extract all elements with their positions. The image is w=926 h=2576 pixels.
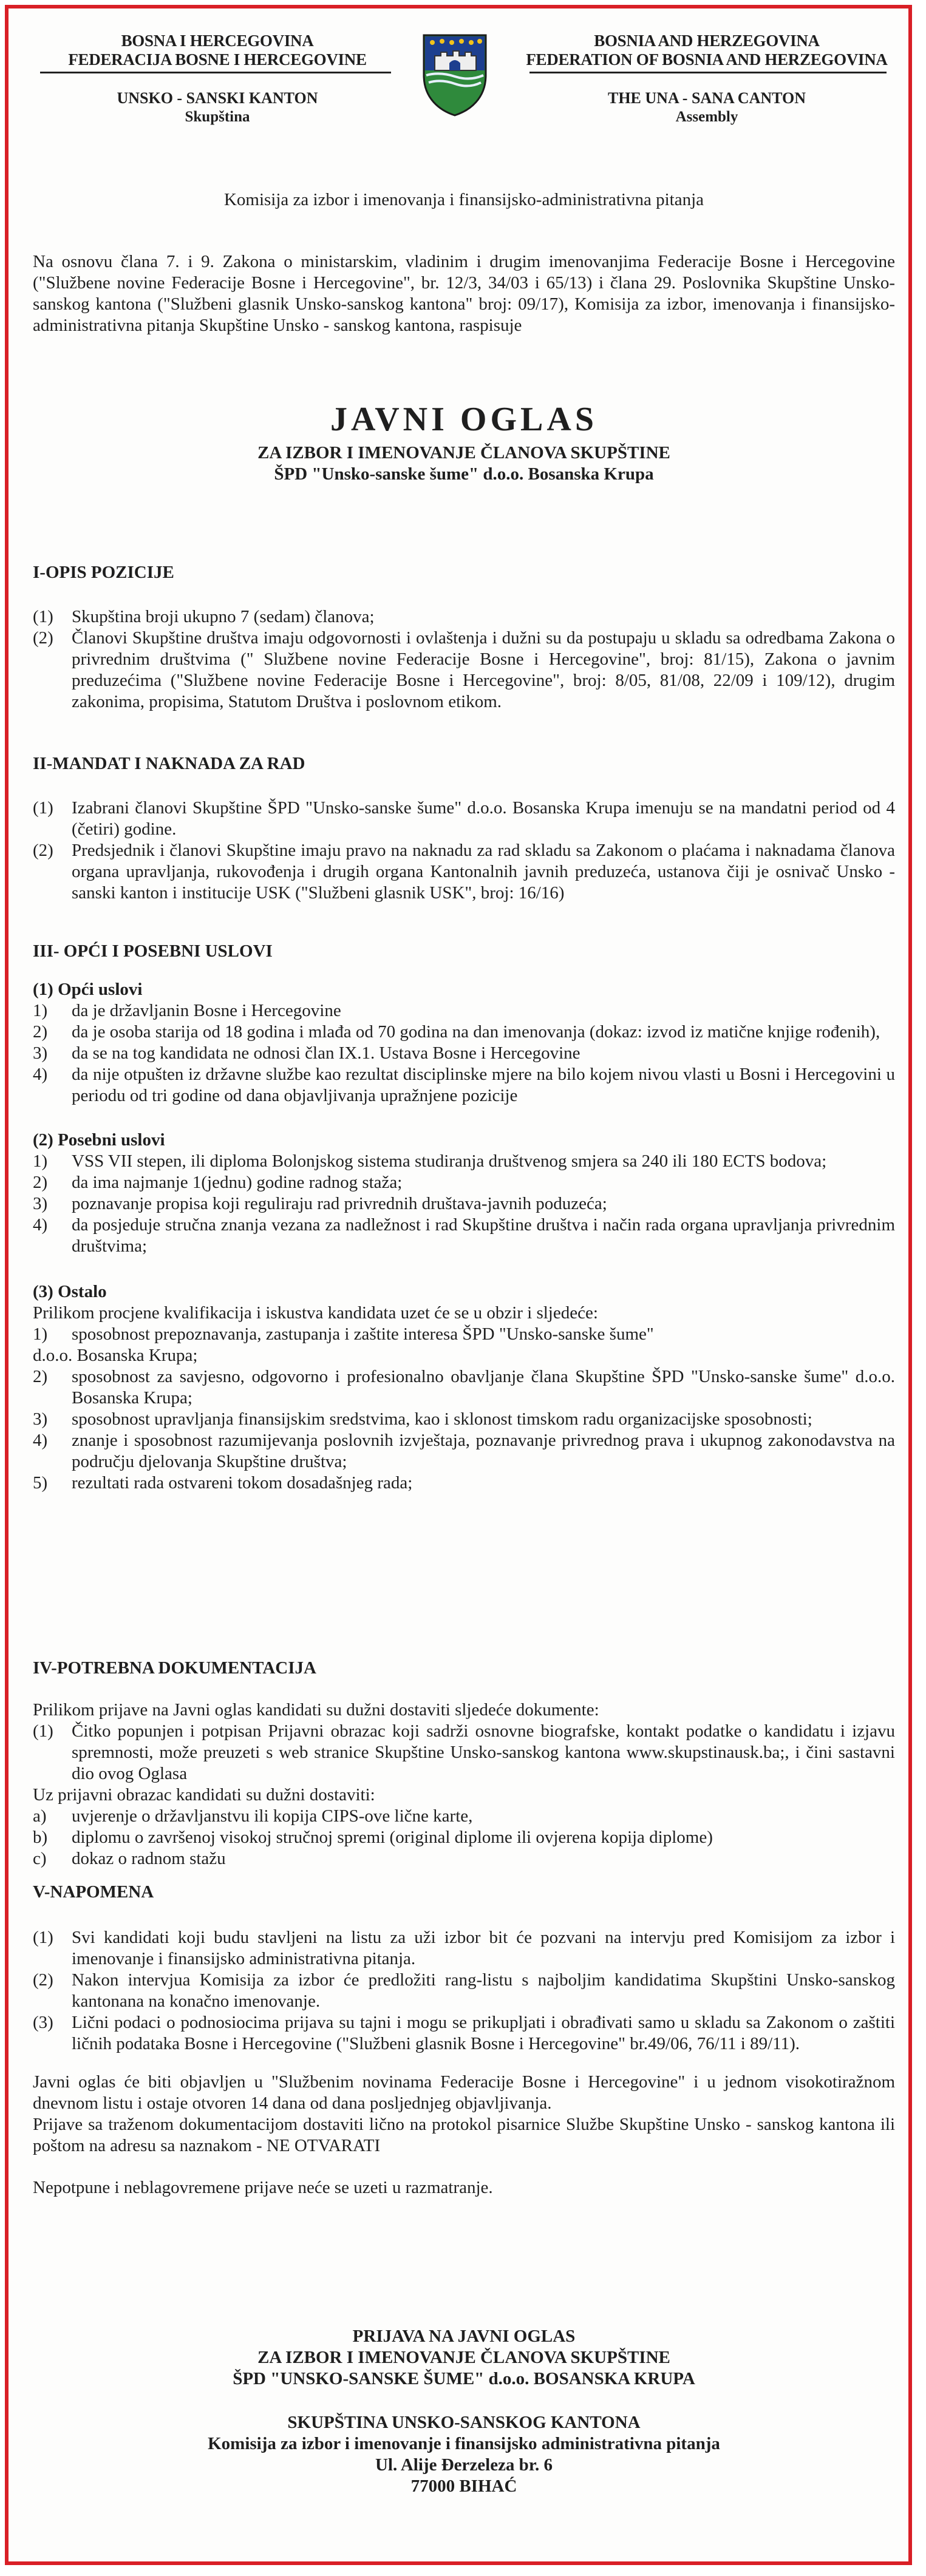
list-item: 1) da je državljanin Bosne i Hercegovine bbox=[33, 1001, 341, 1020]
list-item: 4) znanje i sposobnost razumijevanja poslovnih izvještaja, poznavanje privrednog prava i ukupnog zakonodavstva na području djelovanja Skupštine društva; bbox=[33, 1431, 895, 1471]
section-heading: II-MANDAT I NAKNADA ZA RAD bbox=[33, 754, 305, 773]
header-left-assembly: Skupština bbox=[185, 109, 250, 125]
list-item: 2) sposobnost za savjesno, odgovorno i profesionalno obavljanje člana Skupštine ŠPD "Unsko-sanske šume" d.o.o. Bosanska Krupa; bbox=[33, 1367, 895, 1408]
list-item: 2) da ima najmanje 1(jednu) godine radnog staža; bbox=[33, 1173, 403, 1192]
list-item: 1) sposobnost prepoznavanja, zastupanja i zaštite interesa ŠPD "Unsko-sanske šume" bbox=[33, 1324, 654, 1344]
documents-intro: Prilikom prijave na Javni oglas kandidati su dužni dostaviti sljedeće dokumente: bbox=[33, 1700, 599, 1720]
list-item: (2) Predsjednik i članovi Skupštine imaju pravo na naknadu za rad skladu sa Zakonom o plaćama i naknadama članova organa upravljanja, rukovođenja i drugih organa Kantonalnih javnih preduzeća, ustanova čiji je osnivač Unsko - sanski kanton i institucije USK ("Službeni glasnik USK", broj: 16/16) bbox=[33, 841, 895, 903]
footer-line: PRIJAVA NA JAVNI OGLAS bbox=[352, 2327, 576, 2346]
section-heading: III- OPĆI I POSEBNI USLOVI bbox=[33, 941, 273, 961]
section-heading: IV-POTREBNA DOKUMENTACIJA bbox=[33, 1658, 316, 1678]
header-right-federation: FEDERATION OF BOSNIA AND HERZEGOVINA bbox=[526, 50, 888, 69]
application-envelope-title bbox=[33, 2326, 895, 2390]
list-item: a) uvjerenje o državljanstvu ili kopija CIPS-ove lične karte, bbox=[33, 1806, 473, 1826]
public-notice-page bbox=[5, 5, 912, 2565]
footer-line: ŠPD "UNSKO-SANSKE ŠUME" d.o.o. BOSANSKA KRUPA bbox=[233, 2369, 695, 2388]
notice-title: JAVNI OGLAS bbox=[330, 401, 597, 438]
list-item: 1) VSS VII stepen, ili diploma Bolonjskog sistema studiranja društvenog smjera sa 240 ili 180 ECTS bodova; bbox=[33, 1151, 827, 1171]
coat-of-arms-icon bbox=[421, 33, 488, 117]
header-left-federation: FEDERACIJA BOSNE I HERCEGOVINE bbox=[68, 50, 367, 69]
list-item: 5) rezultati rada ostvareni tokom dosadašnjeg rada; bbox=[33, 1473, 413, 1493]
section-position bbox=[33, 562, 895, 713]
section-conditions bbox=[33, 941, 895, 1494]
list-item: (1) Čitko popunjen i potpisan Prijavni obrazac koji sadrži osnovne biografske, kontakt podatke o kandidatu i izjavu spremnosti, može preuzeti s web stranice Skupštine Unsko-sanskog kantona www.skupstinausk.ba;, i čini sastavni dio ovog Oglasa bbox=[33, 1721, 895, 1783]
list-item: 3) sposobnost upravljanja finansijskim sredstvima, kao i sklonost timskom radu organizacijske sposobnosti; bbox=[33, 1409, 812, 1429]
publication-paragraph: Javni oglas će biti objavljen u "Službenim novinama Federacije Bosne i Hercegovine" i u jednom visokotiražnom dnevnom listu i ostaje otvoren 14 dana od dana posljednjeg objavljivanja. bbox=[33, 2072, 895, 2113]
header-left-canton: UNSKO - SANSKI KANTON bbox=[117, 89, 318, 107]
subsection-specific: (2) Posebni uslovi bbox=[33, 1130, 165, 1150]
section-heading: V-NAPOMENA bbox=[33, 1882, 154, 1902]
list-item: 3) da se na tog kandidata ne odnosi član IX.1. Ustava Bosne i Hercegovine bbox=[33, 1043, 580, 1063]
documents-intro-2: Uz prijavni obrazac kandidati su dužni dostaviti: bbox=[33, 1785, 375, 1805]
footer-line: 77000 BIHAĆ bbox=[410, 2476, 517, 2496]
list-item: b) diplomu o završenoj visokoj stručnoj spremi (original diplome ili ovjerena kopija diplome) bbox=[33, 1828, 713, 1847]
list-item: 4) da nije otpušten iz državne službe kao rezultat disciplinske mjere na bilo kojem nivou vlasti u Bosni i Hercegovini u periodu od tri godine od dana objavljivanja upražnjene pozicije bbox=[33, 1065, 895, 1105]
intro-paragraph: Na osnovu člana 7. i 9. Zakona o ministarskim, vladinim i drugim imenovanjima Federacije Bosne i Hercegovine ("Službene novine Federacije Bosne i Hercegovine", br. 12/3, 34/03 i 65/13) i člana 29. Poslovnika Skupštine Unsko-sanskog kantona ("Službeni glasnik Unsko-sanskog kantona" broj: 09/17), Komisija za izbor, imenovanja i finansijsko-administrativna pitanja Skupštine Unsko - sanskog kantona, raspisuje bbox=[33, 252, 895, 335]
list-item: (2) Nakon intervjua Komisija za izbor će predložiti rang-listu s najboljim kandidatima Skupštini Unsko-sanskog kantonana na konačno imenovanje. bbox=[33, 1970, 895, 2011]
incomplete-notice: Nepotpune i neblagovremene prijave neće se uzeti u razmatranje. bbox=[33, 2178, 493, 2197]
section-documents bbox=[33, 1658, 895, 1869]
header-right-country: BOSNIA AND HERZEGOVINA bbox=[594, 32, 820, 50]
header-left bbox=[35, 32, 400, 126]
footer-line: Komisija za izbor i imenovanje i finansijsko administrativna pitanja bbox=[208, 2434, 720, 2453]
list-item: (2) Članovi Skupštine društva imaju odgovornosti i ovlaštenja i dužni su da postupaju u skladu sa odredbama Zakona o privrednim društvima (" Službene novine Federacije Bosne i Hercegovine", broj: 81/15), Zakona o javnim preduzećima ("Službene novine Federacije Bosne i Hercegovine", broj: 8/05, 81/08, 22/09 i 109/12), drugim zakonima, propisima, Statutom Društva i poslovnom etikom. bbox=[33, 628, 895, 711]
mailing-address bbox=[33, 2412, 895, 2497]
footer-line: SKUPŠTINA UNSKO-SANSKOG KANTONA bbox=[287, 2413, 641, 2432]
notice-subtitle-1: ZA IZBOR I IMENOVANJE ČLANOVA SKUPŠTINE bbox=[257, 443, 670, 463]
other-intro: Prilikom procjene kvalifikacija i iskustva kandidata uzet će se u obzir i sljedeće: bbox=[33, 1303, 598, 1323]
section-mandate bbox=[33, 753, 895, 904]
header-right-canton: THE UNA - SANA CANTON bbox=[607, 89, 806, 107]
list-item: 4) da posjeduje stručna znanja vezana za nadležnost i rad Skupštine društva i način rada organa upravljanja privrednim društvima; bbox=[33, 1215, 895, 1256]
section-notes bbox=[33, 1882, 895, 2198]
header-left-country: BOSNA I HERCEGOVINA bbox=[121, 32, 314, 50]
header-right-assembly: Assembly bbox=[675, 109, 738, 125]
list-item: c) dokaz o radnom stažu bbox=[33, 1849, 226, 1868]
footer-line: Ul. Alije Đerzeleza br. 6 bbox=[375, 2455, 553, 2475]
notice-subtitle-2: ŠPD "Unsko-sanske šume" d.o.o. Bosanska Krupa bbox=[274, 464, 654, 484]
list-item: (1) Izabrani članovi Skupštine ŠPD "Unsko-sanske šume" d.o.o. Bosanska Krupa imenuju se na mandatni period od 4 (četiri) godine. bbox=[33, 798, 895, 839]
list-item-continuation: d.o.o. Bosanska Krupa; bbox=[33, 1346, 198, 1365]
header-right-rule bbox=[529, 72, 887, 73]
list-item: (3) Lični podaci o podnosiocima prijava su tajni i mogu se prikupljati i obrađivati samo u skladu sa Zakonom o zaštiti ličnih podataka Bosne i Hercegovine ("Službeni glasnik Bosne i Hercegovine" br.49/06, 76/11 i 89/11). bbox=[33, 2013, 895, 2053]
subsection-general: (1) Opći uslovi bbox=[33, 980, 143, 999]
footer-line: ZA IZBOR I IMENOVANJE ČLANOVA SKUPŠTINE bbox=[257, 2348, 670, 2367]
section-heading: I-OPIS POZICIJE bbox=[33, 563, 174, 582]
list-item: (1) Skupština broji ukupno 7 (sedam) članova; bbox=[33, 607, 375, 626]
list-item: (1) Svi kandidati koji budu stavljeni na listu za uži izbor bit će pozvani na intervju pred Komisijom za izbor i imenovanje i finansijsko administrativna pitanja. bbox=[33, 1928, 895, 1968]
header-right bbox=[522, 32, 892, 126]
commission-line: Komisija za izbor i imenovanja i finansijsko-administrativna pitanja bbox=[223, 190, 704, 209]
subsection-other: (3) Ostalo bbox=[33, 1282, 107, 1301]
header-left-rule bbox=[40, 72, 391, 73]
list-item: 3) poznavanje propisa koji reguliraju rad privrednih društava-javnih poduzeća; bbox=[33, 1194, 607, 1213]
submission-paragraph: Prijave sa traženom dokumentacijom dostaviti lično na protokol pisarnice Službe Skupštine Unsko - sanskog kantona ili poštom na adresu sa naznakom - NE OTVARATI bbox=[33, 2115, 895, 2155]
list-item: 2) da je osoba starija od 18 godina i mlađa od 70 godina na dan imenovanja (dokaz: izvod iz matične knjige rođenih), bbox=[33, 1022, 880, 1042]
